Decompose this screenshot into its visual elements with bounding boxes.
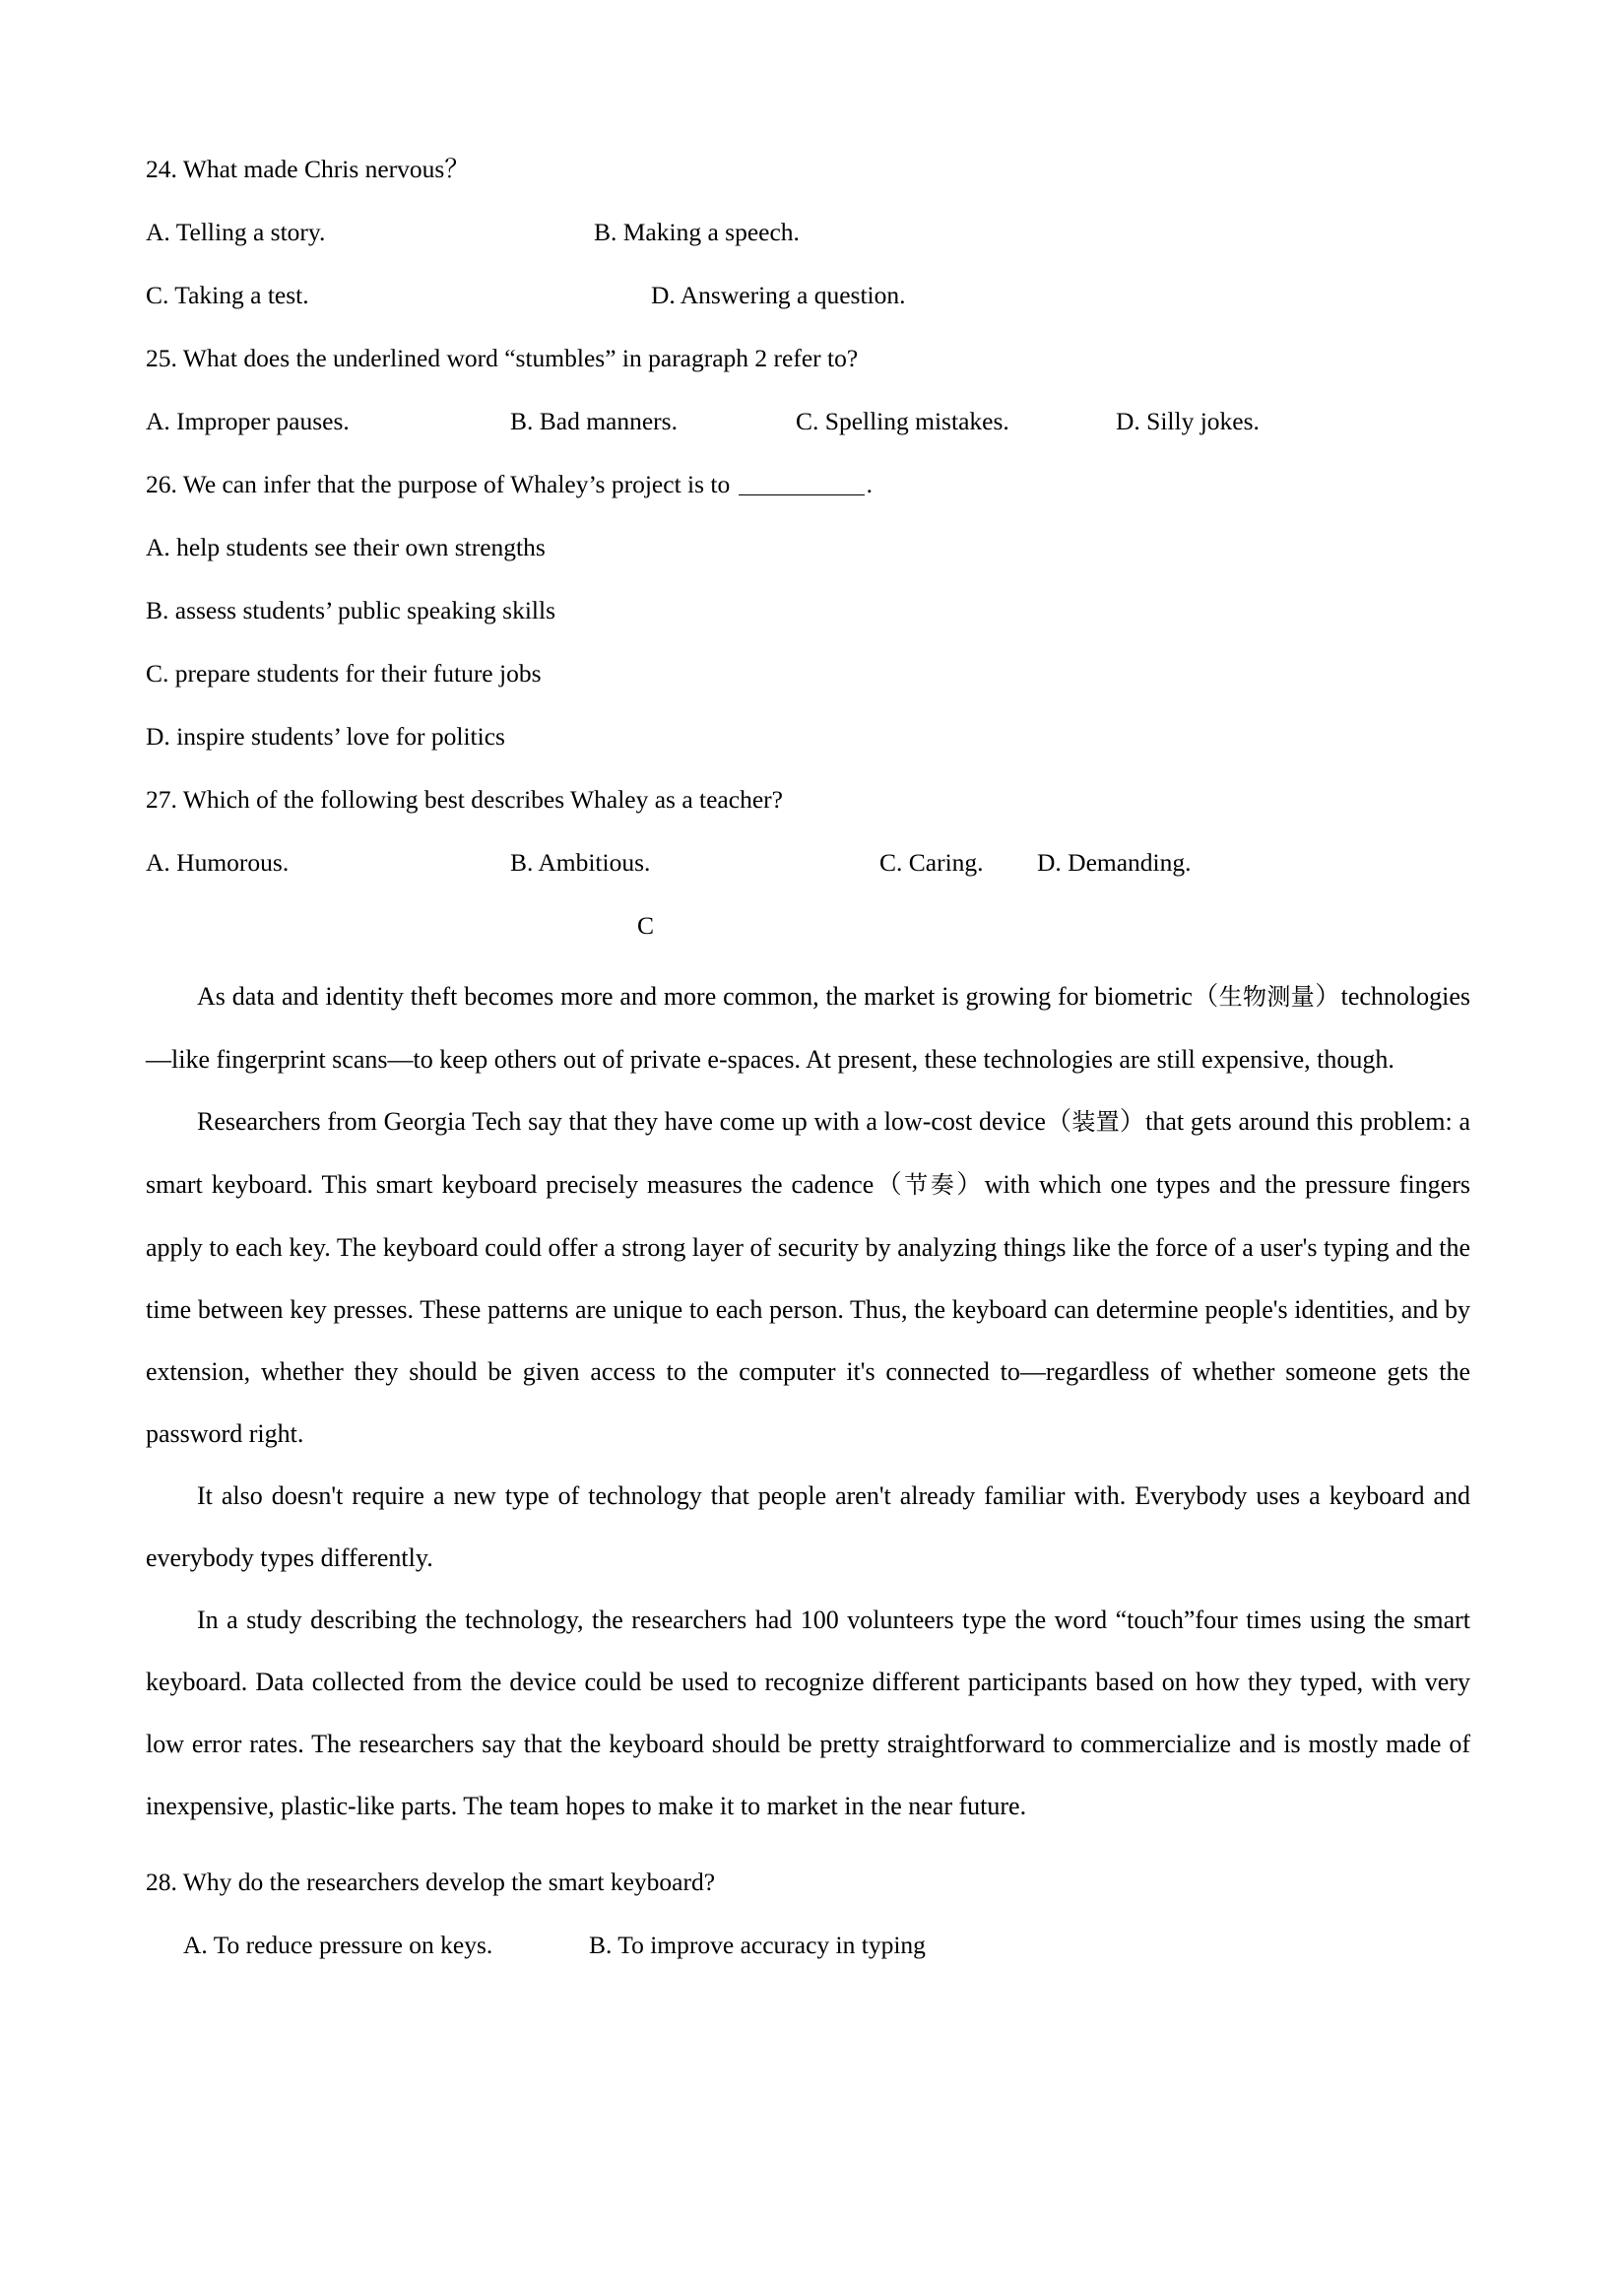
option-b[interactable]: B. Bad manners. xyxy=(510,407,678,435)
passage-text-run: Researchers from Georgia Tech say that they have come up with a low-cost device（ xyxy=(197,1107,1072,1136)
passage-text-run: As data and identity theft becomes more and more common, the market is growing for biometric（ xyxy=(197,982,1219,1011)
passage-text-run: In a study describing the technology, the researchers had 100 volunteers type the word “touch”four times using the smart keyboard. Data collected from the device could be used to recognize different participants based on how they typed, with very low error rates. The researchers say that the keyboard should be pretty straightforward to commercialize and is mostly made of inexpensive, plastic-like parts. The team hopes to make it to market in the near future. xyxy=(146,1606,1470,1820)
option-c[interactable]: C. Taking a test. xyxy=(146,281,309,309)
question-25-options-row-1 xyxy=(146,400,1470,443)
option-a[interactable]: A. Improper pauses. xyxy=(146,407,350,435)
passage-paragraph-2 xyxy=(146,1090,1470,1465)
question-24-options-row-2 xyxy=(146,274,1470,317)
passage-text-run: ）that gets around this problem: a smart keyboard. This smart keyboard precisely measures the cadence（ xyxy=(146,1107,1470,1199)
question-26-stem-period: . xyxy=(866,470,873,498)
passage-paragraph-4 xyxy=(146,1589,1470,1837)
chinese-gloss: 节奏 xyxy=(904,1171,957,1199)
passage-text-run: It also doesn't require a new type of technology that people aren't already familiar with. Everybody uses a keyboard and everybody types differently. xyxy=(146,1481,1470,1572)
option-d[interactable]: D. inspire students’ love for politics xyxy=(146,722,505,751)
question-27-stem: 27. Which of the following best describes Whaley as a teacher? xyxy=(146,785,783,814)
question-26-options-row-3 xyxy=(146,652,1470,695)
answer-blank[interactable] xyxy=(739,494,865,495)
passage-paragraph-3 xyxy=(146,1465,1470,1589)
passage-text-run: ）technologies—like fingerprint scans—to keep others out of private e-spaces. At present, these technologies are still expensive, though. xyxy=(146,982,1470,1074)
question-28-stem: 28. Why do the researchers develop the smart keyboard? xyxy=(146,1868,716,1896)
passage-paragraph-1 xyxy=(146,965,1470,1090)
option-a[interactable]: A. To reduce pressure on keys. xyxy=(183,1931,493,1959)
passage-text-run: ）with which one types and the pressure fingers apply to each key. The keyboard could offer a strong layer of security by analyzing things like the force of a user's typing and the time between key presses. These patterns are unique to each person. Thus, the keyboard can determine people's identities, and by extension, whether they should be given access to the computer it's connected to—regardless of whether someone gets the password right. xyxy=(146,1170,1470,1448)
question-26-stem xyxy=(146,463,1470,506)
chinese-gloss: 生物测量 xyxy=(1218,983,1316,1011)
question-26-options-row-2 xyxy=(146,589,1470,632)
question-26-options-row-4 xyxy=(146,715,1470,758)
option-d[interactable]: D. Demanding. xyxy=(1037,848,1192,877)
option-a[interactable]: A. Humorous. xyxy=(146,848,290,877)
option-b[interactable]: B. To improve accuracy in typing xyxy=(589,1931,926,1959)
question-28-options-row-1 xyxy=(146,1924,1470,1967)
question-26-options-row-1 xyxy=(146,526,1470,569)
question-26-stem-text: 26. We can infer that the purpose of Whaley’s project is to xyxy=(146,470,737,498)
option-a[interactable]: A. Telling a story. xyxy=(146,218,326,246)
option-d[interactable]: D. Silly jokes. xyxy=(1116,407,1260,435)
question-25-stem: 25. What does the underlined word “stumbles” in paragraph 2 refer to? xyxy=(146,344,859,372)
question-24-options-row-1 xyxy=(146,211,1470,254)
option-d[interactable]: D. Answering a question. xyxy=(651,281,906,309)
option-b[interactable]: B. Ambitious. xyxy=(510,848,651,877)
option-a[interactable]: A. help students see their own strengths xyxy=(146,533,546,561)
question-27-options-row-1 xyxy=(146,841,1470,885)
chinese-gloss: 装置 xyxy=(1071,1108,1120,1136)
option-b[interactable]: B. Making a speech. xyxy=(594,218,800,246)
option-c[interactable]: C. Caring. xyxy=(879,848,984,877)
question-24-stem: 24. What made Chris nervous？ xyxy=(146,155,470,183)
section-marker-c: C xyxy=(636,911,654,940)
option-c[interactable]: C. prepare students for their future jobs xyxy=(146,659,542,688)
option-c[interactable]: C. Spelling mistakes. xyxy=(796,407,1009,435)
option-b[interactable]: B. assess students’ public speaking skills xyxy=(146,596,556,624)
page-content xyxy=(146,148,1470,1987)
